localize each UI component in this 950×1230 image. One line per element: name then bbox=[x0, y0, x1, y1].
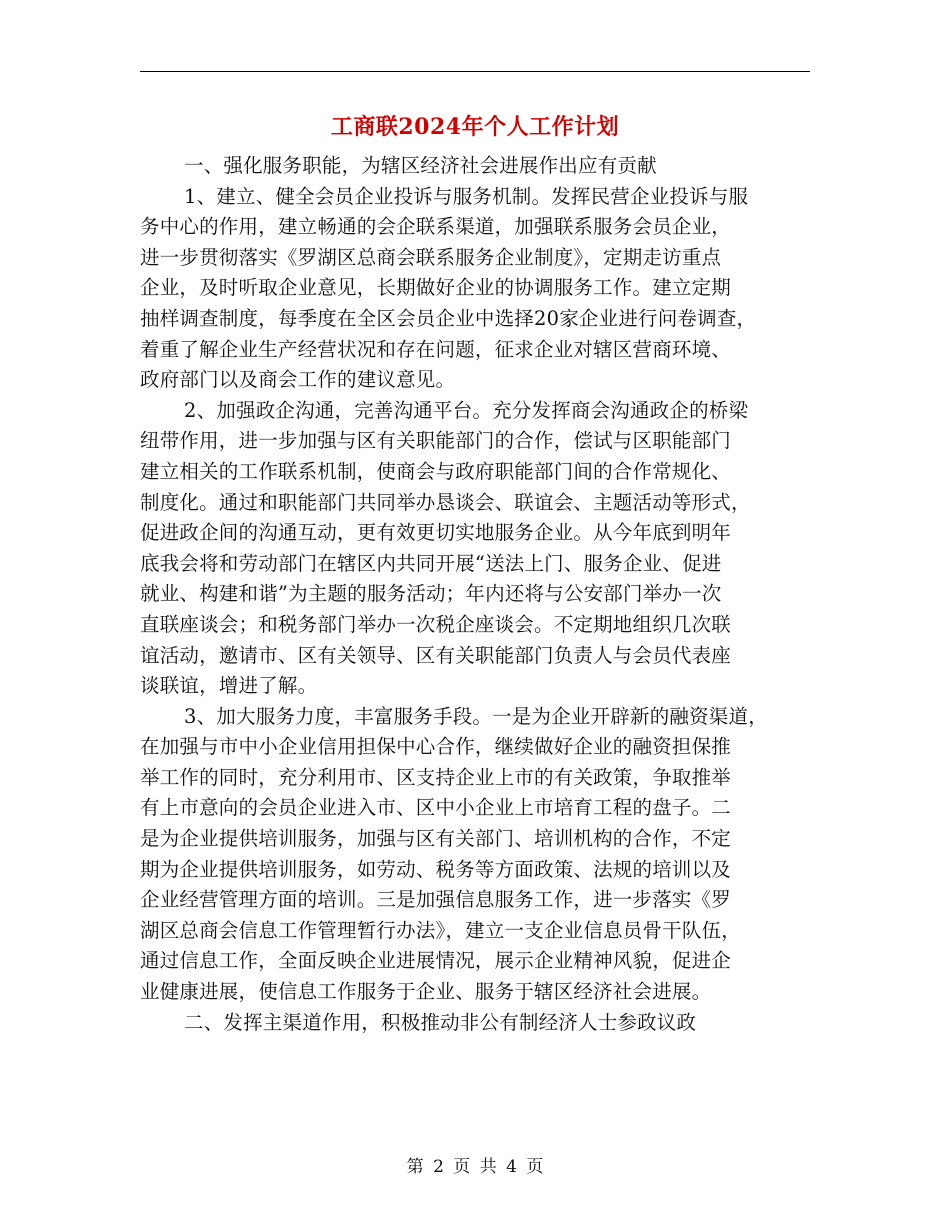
body-line: 政府部门以及商会工作的建议意见。 bbox=[140, 368, 456, 392]
document-title: 工商联2024年个人工作计划 bbox=[330, 114, 620, 140]
body-line: 务中心的作用，建立畅通的会企联系渠道，加强联系服务会员企业， bbox=[140, 215, 732, 239]
body-line: 业健康进展，使信息工作服务于企业、服务于辖区经济社会进展。 bbox=[140, 980, 712, 1004]
body-line: 谊活动，邀请市、区有关领导、区有关职能部门负责人与会员代表座 bbox=[140, 643, 732, 667]
body-line: 谈联谊，增进了解。 bbox=[140, 674, 318, 698]
body-line: 一、强化服务职能，为辖区经济社会进展作出应有贡献 bbox=[184, 154, 657, 177]
header-rule bbox=[140, 71, 810, 72]
document-body bbox=[140, 151, 812, 1038]
page-number: 第 2 页 共 4 页 bbox=[406, 1157, 544, 1177]
body-line: 底我会将和劳动部门在辖区内共同开展“送法上门、服务企业、促进 bbox=[140, 551, 722, 575]
body-line: 进一步贯彻落实《罗湖区总商会联系服务企业制度》，定期走访重点 bbox=[140, 245, 722, 269]
body-line: 建立相关的工作联系机制，使商会与政府职能部门间的合作常规化、 bbox=[140, 459, 732, 483]
body-line: 着重了解企业生产经营状况和存在问题，征求企业对辖区营商环境、 bbox=[140, 337, 732, 361]
body-line: 湖区总商会信息工作管理暂行办法》，建立一支企业信息员骨干队伍， bbox=[140, 918, 741, 942]
body-line: 企业，及时听取企业意见，长期做好企业的协调服务工作。建立定期 bbox=[140, 276, 732, 300]
body-line: 2、加强政企沟通，完善沟通平台。充分发挥商会沟通政企的桥梁 bbox=[184, 398, 749, 422]
body-line: 期为企业提供培训服务，如劳动、税务等方面政策、法规的培训以及 bbox=[140, 857, 732, 881]
body-line: 企业经营管理方面的培训。三是加强信息服务工作，进一步落实《罗 bbox=[140, 888, 732, 912]
body-line: 3、加大服务力度，丰富服务手段。一是为企业开辟新的融资渠道， bbox=[184, 704, 768, 728]
body-line: 1、建立、健全会员企业投诉与服务机制。发挥民营企业投诉与服 bbox=[184, 184, 749, 208]
body-line: 就业、构建和谐”为主题的服务活动；年内还将与公安部门举办一次 bbox=[140, 582, 722, 606]
body-line: 二、发挥主渠道作用，积极推动非公有制经济人士参政议政 bbox=[184, 1010, 697, 1034]
body-line: 有上市意向的会员企业进入市、区中小企业上市培育工程的盘子。二 bbox=[140, 796, 732, 820]
body-line: 纽带作用，进一步加强与区有关职能部门的合作，偿试与区职能部门 bbox=[140, 429, 732, 453]
body-line: 直联座谈会；和税务部门举办一次税企座谈会。不定期地组织几次联 bbox=[140, 612, 732, 636]
body-line: 抽样调查制度，每季度在全区会员企业中选择20家企业进行问卷调查， bbox=[140, 306, 757, 330]
body-line: 促进政企间的沟通互动，更有效更切实地服务企业。从今年底到明年 bbox=[140, 521, 732, 545]
body-line: 举工作的同时，充分利用市、区支持企业上市的有关政策，争取推举 bbox=[140, 765, 732, 789]
body-line: 通过信息工作，全面反映企业进展情况，展示企业精神风貌，促进企 bbox=[140, 949, 732, 973]
body-line: 是为企业提供培训服务，加强与区有关部门、培训机构的合作，不定 bbox=[140, 827, 732, 851]
body-line: 在加强与市中小企业信用担保中心合作，继续做好企业的融资担保推 bbox=[140, 735, 732, 759]
body-line: 制度化。通过和职能部门共同举办恳谈会、联谊会、主题活动等形式， bbox=[140, 490, 751, 514]
